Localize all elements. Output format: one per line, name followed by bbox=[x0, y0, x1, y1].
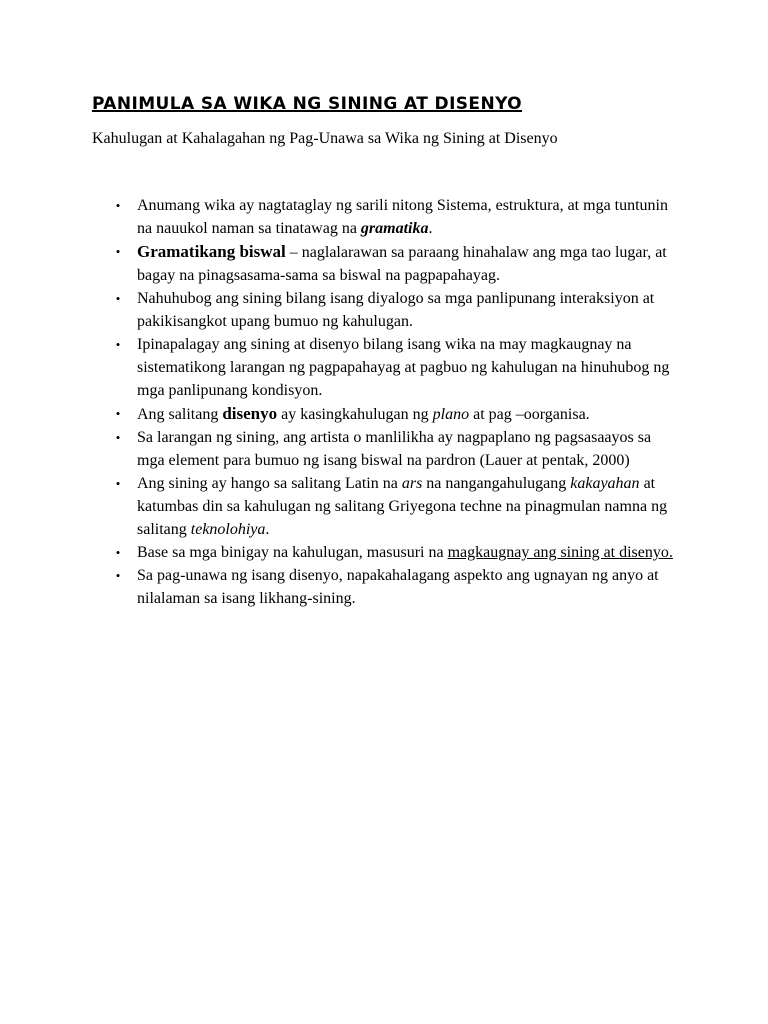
item-term: Gramatikang biswal bbox=[137, 242, 286, 261]
item-text: at pag –oorganisa. bbox=[469, 406, 590, 423]
item-text: Sa larangan ng sining, ang artista o manlilikha ay nagpaplano ng pagsasaayos sa mga element para bumuo ng isang biswal na pardron (Lauer at pentak, 2000) bbox=[137, 429, 652, 469]
list-item bbox=[112, 426, 682, 472]
item-text: Base sa mga binigay na kahulugan, masusuri na bbox=[137, 544, 448, 561]
bullet-icon: • bbox=[115, 430, 121, 445]
list-item bbox=[112, 240, 682, 287]
item-text: Ang salitang bbox=[137, 406, 223, 423]
item-emphasis: plano bbox=[432, 406, 470, 423]
item-text: . bbox=[265, 521, 270, 538]
item-text: at katumbas din sa kahulugan ng salitang Griyegona techne na pinagmulan namna ng salitang bbox=[137, 475, 668, 538]
bullet-icon: • bbox=[115, 476, 121, 491]
item-text: Ang sining ay hango sa salitang Latin na bbox=[137, 475, 402, 492]
bullet-icon: • bbox=[115, 244, 121, 259]
page-subtitle: Kahulugan at Kahalagahan ng Pag-Unawa sa Wika ng Sining at Disenyo bbox=[92, 130, 558, 147]
item-emphasis: gramatika bbox=[360, 220, 429, 237]
bullet-icon: • bbox=[115, 545, 121, 560]
bullet-icon: • bbox=[115, 291, 121, 306]
item-text: Anumang wika ay nagtataglay ng sarili nitong Sistema, estruktura, at mga tuntunin na nauukol naman sa tinatawag na bbox=[137, 197, 668, 237]
list-item bbox=[112, 194, 682, 240]
bullet-icon: • bbox=[115, 406, 121, 421]
bullet-list bbox=[112, 194, 682, 610]
list-item bbox=[112, 564, 682, 610]
bullet-icon: • bbox=[115, 198, 121, 213]
item-text: ay kasingkahulugan ng bbox=[277, 406, 433, 423]
list-item bbox=[112, 541, 682, 564]
list-item bbox=[112, 472, 682, 541]
bullet-icon: • bbox=[115, 337, 121, 352]
list-item bbox=[112, 402, 682, 426]
item-text: Nahuhubog ang sining bilang isang diyalogo sa mga panlipunang interaksiyon at pakikisangkot upang bumuo ng kahulugan. bbox=[137, 290, 655, 330]
item-text: na nangangahulugang bbox=[422, 475, 571, 492]
item-text: Sa pag-unawa ng isang disenyo, napakahalagang aspekto ang ugnayan ng anyo at nilalaman sa isang likhang-sining. bbox=[137, 567, 659, 607]
item-underlined: magkaugnay ang sining at disenyo. bbox=[447, 544, 673, 561]
item-text: . bbox=[428, 220, 433, 237]
bullet-icon: • bbox=[115, 568, 121, 583]
item-emphasis: kakayahan bbox=[570, 475, 640, 492]
list-item bbox=[112, 287, 682, 333]
item-text: – naglalarawan sa paraang hinahalaw ang mga tao lugar, at bagay na pinagsasama-sama sa biswal na pagpapahayag. bbox=[137, 244, 667, 284]
list-item bbox=[112, 333, 682, 402]
item-text: Ipinapalagay ang sining at disenyo bilang isang wika na may magkaugnay na sistematikong larangan ng pagpapahayag at pagbuo ng kahulugan na hinuhubog ng mga panlipunang kondisyon. bbox=[137, 336, 670, 399]
item-term: disenyo bbox=[222, 404, 278, 423]
item-emphasis: ars bbox=[401, 475, 423, 492]
item-emphasis: teknolohiya bbox=[190, 521, 266, 538]
page-title: PANIMULA SA WIKA NG SINING AT DISENYO bbox=[92, 94, 523, 114]
